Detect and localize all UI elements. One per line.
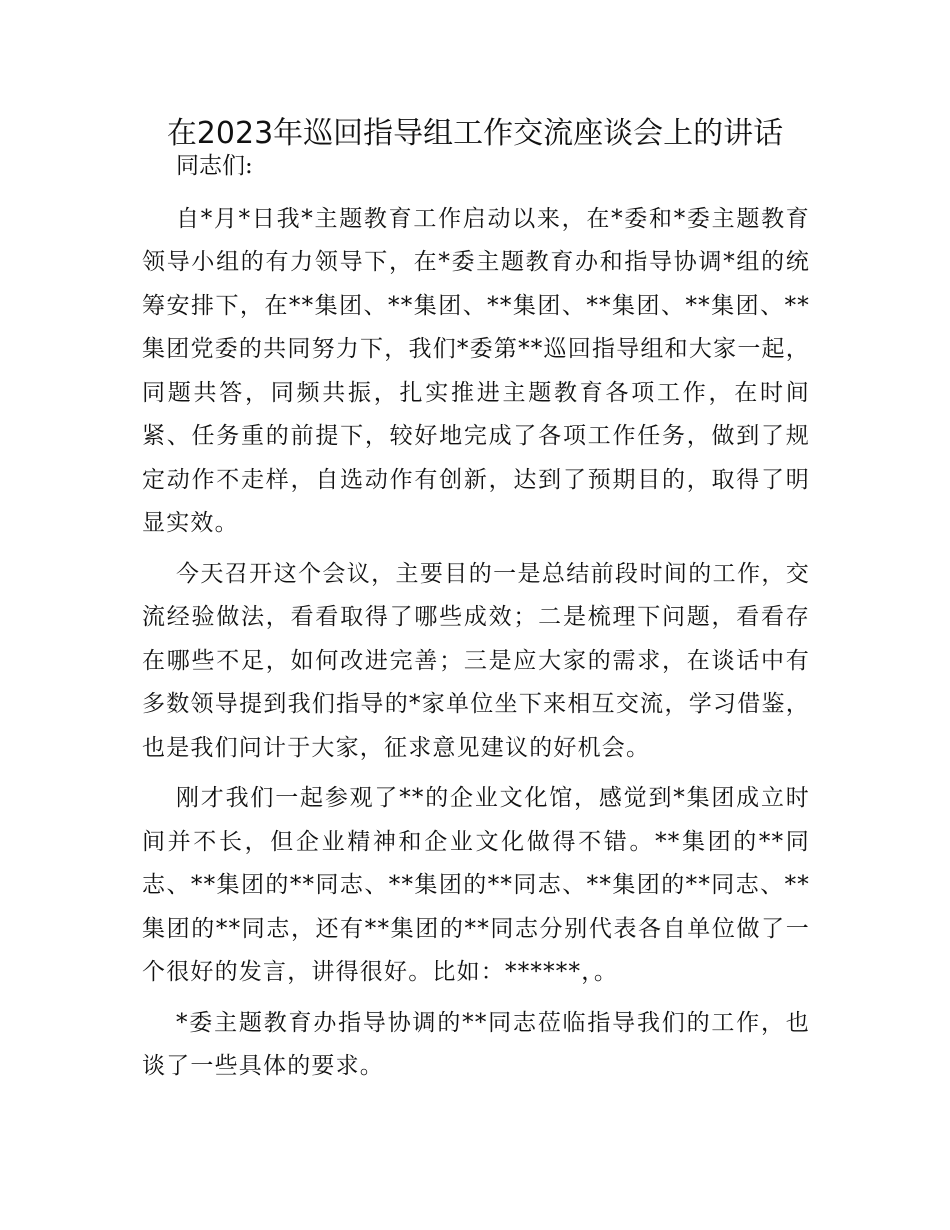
document-title: 在2023年巡回指导组工作交流座谈会上的讲话 [166,116,784,151]
paragraph-3: 刚才我们一起参观了**的企业文化馆，感觉到*集团成立时间并不长，但企业精神和企业文化做得不错。**集团的**同志、**集团的**同志、**集团的**同志、**集团的**同志、**集团的**同志，还有**集团的**同志分别代表各自单位做了一个很好的发言，讲得很好。比如：******，。 [142,785,810,985]
paragraph-1: 自*月*日我*主题教育工作启动以来，在*委和*委主题教育领导小组的有力领导下，在*委主题教育办和指导协调*组的统筹安排下，在**集团、**集团、**集团、**集团、**集团、**集团党委的共同努力下，我们*委第**巡回指导组和大家一起，同题共答，同频共振，扎实推进主题教育各项工作，在时间紧、任务重的前提下，较好地完成了各项工作任务，做到了规定动作不走样，自选动作有创新，达到了预期目的，取得了明显实效。 [142,205,810,536]
paragraph-2: 今天召开这个会议，主要目的一是总结前段时间的工作，交流经验做法，看看取得了哪些成效；二是梳理下问题，看看存在哪些不足，如何改进完善；三是应大家的需求，在谈话中有多数领导提到我们指导的*家单位坐下来相互交流，学习借鉴，也是我们问计于大家，征求意见建议的好机会。 [142,560,810,761]
document-body [142,145,810,1089]
paragraph-4: *委主题教育办指导协调的**同志莅临指导我们的工作，也谈了一些具体的要求。 [142,1009,810,1079]
salutation: 同志们: [176,153,253,179]
